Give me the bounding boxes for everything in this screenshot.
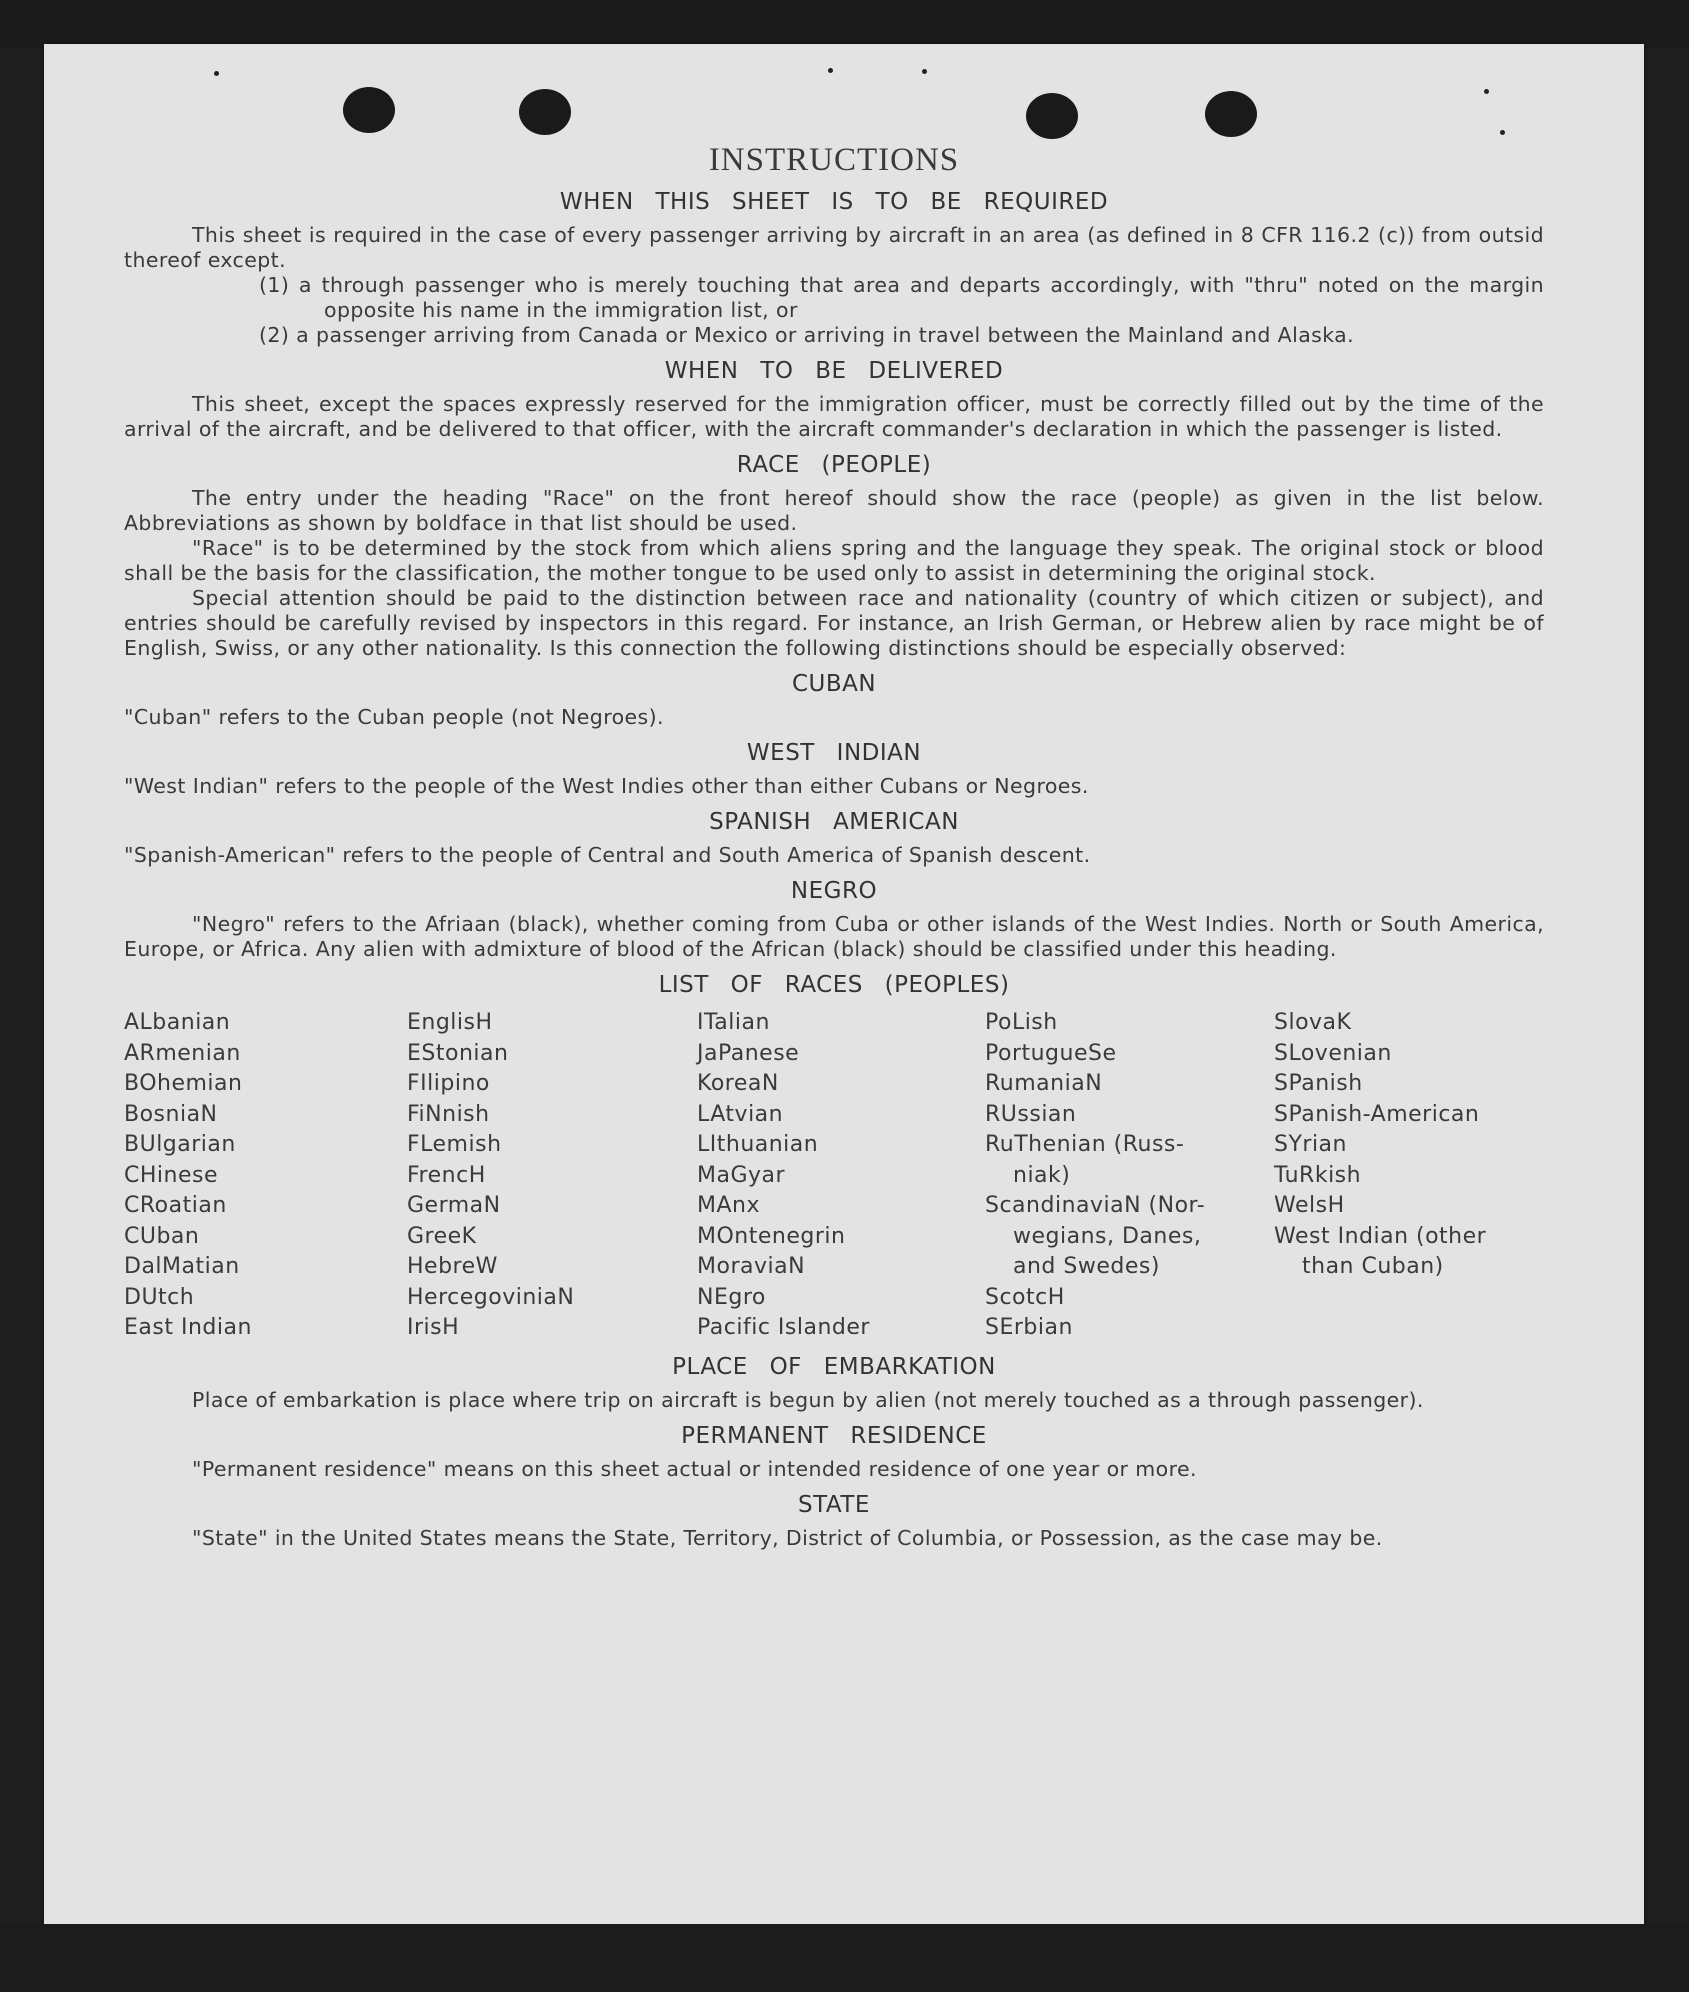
west-indian-text: "West Indian" refers to the people of the West Indies other than either Cubans or Negroes. bbox=[124, 774, 1089, 798]
race-entry: ScotcH bbox=[985, 1284, 1065, 1310]
race-entry: FiNnish bbox=[407, 1101, 490, 1127]
required-exception-1: (1) a through passenger who is merely touching that area and departs accordingly, with "thru" noted on the margin opposite his name in the immigration list, or bbox=[259, 273, 1544, 322]
punch-hole bbox=[1026, 93, 1078, 139]
punch-hole bbox=[519, 89, 571, 135]
race-entry: SPanish bbox=[1274, 1071, 1363, 1096]
race-entry-continuation: niak) bbox=[1013, 1162, 1071, 1188]
races-column-5 bbox=[1274, 1008, 1544, 1344]
instructions-content bbox=[124, 142, 1544, 1551]
race-entry: West Indian (other bbox=[1274, 1223, 1487, 1249]
races-column-2 bbox=[407, 1008, 697, 1344]
race-entry-continuation: wegians, Danes, bbox=[1013, 1223, 1202, 1249]
race-entry: GreeK bbox=[407, 1223, 477, 1249]
section-heading-west-indian: WEST INDIAN bbox=[746, 740, 922, 766]
race-entry: NEgro bbox=[697, 1284, 766, 1310]
race-entry: Pacific Islander bbox=[697, 1315, 870, 1340]
race-entry: ITalian bbox=[697, 1010, 770, 1035]
race-entry: CUban bbox=[124, 1223, 200, 1249]
race-entry: SYrian bbox=[1274, 1132, 1347, 1157]
race-entry: HercegoviniaN bbox=[407, 1284, 575, 1310]
section-heading-required: WHEN THIS SHEET IS TO BE REQUIRED bbox=[559, 189, 1109, 215]
speck bbox=[214, 71, 219, 76]
race-paragraph-1: The entry under the heading "Race" on the front hereof should show the race (people) as given in the list below. Abbreviations as shown by boldface in that list should be used. bbox=[124, 486, 1544, 535]
section-heading-race: RACE (PEOPLE) bbox=[736, 452, 932, 478]
required-exception-2: (2) a passenger arriving from Canada or Mexico or arriving in travel between the Mainland and Alaska. bbox=[259, 323, 1355, 347]
race-entry: SLovenian bbox=[1274, 1040, 1392, 1066]
race-entry: SErbian bbox=[985, 1315, 1073, 1340]
required-intro: This sheet is required in the case of every passenger arriving by aircraft in an area (as defined in 8 CFR 116.2 (c)) from outsid thereof except. bbox=[124, 223, 1544, 272]
race-paragraph-2: "Race" is to be determined by the stock from which aliens spring and the language they speak. The original stock or blood shall be the basis for the classification, the mother tongue to be used only to assist in determining the original stock. bbox=[124, 536, 1544, 585]
race-entry-continuation: and Swedes) bbox=[1013, 1254, 1160, 1279]
race-entry: IrisH bbox=[407, 1315, 460, 1340]
page-title: INSTRUCTIONS bbox=[708, 142, 960, 178]
races-list bbox=[124, 1008, 1544, 1344]
race-entry: BosniaN bbox=[124, 1101, 218, 1127]
race-paragraph-3: Special attention should be paid to the distinction between race and nationality (country of which citizen or subject), and entries should be carefully revised by inspectors in this regard. For instance, an Irish German, or Hebrew alien by race might be of English, Swiss, or any other nationality. Is this connection the following distinctions should be especially observed: bbox=[124, 586, 1544, 660]
section-heading-cuban: CUBAN bbox=[791, 671, 877, 697]
race-entry: EnglisH bbox=[407, 1010, 493, 1035]
race-entry: RUssian bbox=[985, 1101, 1077, 1127]
race-entry: CRoatian bbox=[124, 1193, 227, 1218]
race-entry: JaPanese bbox=[697, 1040, 800, 1066]
race-entry: KoreaN bbox=[697, 1071, 779, 1096]
spanish-american-text: "Spanish-American" refers to the people of Central and South America of Spanish descent. bbox=[124, 843, 1091, 867]
race-entry: MOntenegrin bbox=[697, 1223, 846, 1249]
races-column-3 bbox=[697, 1008, 985, 1344]
punch-hole bbox=[343, 87, 395, 133]
negro-text: "Negro" refers to the Afriaan (black), whether coming from Cuba or other islands of the West Indies. North or South America, Europe, or Africa. Any alien with admixture of blood of the African (black) should be classified under this heading. bbox=[124, 912, 1544, 961]
race-entry: BUlgarian bbox=[124, 1132, 236, 1157]
race-entry: EStonian bbox=[407, 1040, 509, 1066]
race-entry: PortugueSe bbox=[985, 1040, 1117, 1066]
state-text: "State" in the United States means the State, Territory, District of Columbia, or Possession, as the case may be. bbox=[192, 1525, 1383, 1550]
race-entry: East Indian bbox=[124, 1315, 252, 1340]
race-entry: LIthuanian bbox=[697, 1132, 819, 1157]
section-heading-embarkation: PLACE OF EMBARKATION bbox=[672, 1353, 996, 1380]
section-heading-delivered: WHEN TO BE DELIVERED bbox=[664, 358, 1004, 384]
section-heading-state: STATE bbox=[798, 1491, 870, 1518]
speck bbox=[1484, 89, 1489, 94]
scan-background-bottom bbox=[0, 1924, 1689, 1992]
race-entry: HebreW bbox=[407, 1254, 498, 1279]
races-column-4 bbox=[985, 1008, 1274, 1344]
scan-background bbox=[0, 0, 1689, 48]
race-entry: PoLish bbox=[985, 1010, 1058, 1035]
race-entry: SPanish-American bbox=[1274, 1101, 1480, 1127]
section-heading-spanish-american: SPANISH AMERICAN bbox=[709, 809, 959, 835]
residence-text: "Permanent residence" means on this sheet actual or intended residence of one year or more. bbox=[192, 1456, 1197, 1481]
delivered-text: This sheet, except the spaces expressly reserved for the immigration officer, must be correctly filled out by the time of the arrival of the aircraft, and be delivered to that officer, with the aircraft commander's declaration in which the passenger is listed. bbox=[124, 392, 1544, 441]
race-entry: RumaniaN bbox=[985, 1071, 1103, 1096]
section-heading-negro: NEGRO bbox=[790, 878, 878, 904]
race-entry: MaGyar bbox=[697, 1162, 786, 1188]
race-entry: BOhemian bbox=[124, 1071, 243, 1096]
document-page bbox=[44, 44, 1644, 1924]
race-entry: DUtch bbox=[124, 1284, 195, 1310]
section-heading-residence: PERMANENT RESIDENCE bbox=[681, 1422, 987, 1449]
race-entry: FLemish bbox=[407, 1132, 502, 1157]
speck bbox=[922, 69, 927, 74]
race-entry: DalMatian bbox=[124, 1254, 240, 1279]
race-entry: WelsH bbox=[1274, 1193, 1345, 1218]
race-entry: GermaN bbox=[407, 1193, 501, 1218]
race-entry: ScandinaviaN (Nor- bbox=[985, 1193, 1206, 1218]
race-entry: ALbanian bbox=[124, 1010, 231, 1035]
punch-hole bbox=[1205, 91, 1257, 137]
embarkation-text: Place of embarkation is place where trip on aircraft is begun by alien (not merely touched as a through passenger). bbox=[192, 1387, 1424, 1412]
race-entry-continuation: than Cuban) bbox=[1302, 1254, 1444, 1279]
section-heading-races-list: LIST OF RACES (PEOPLES) bbox=[658, 972, 1010, 998]
race-entry: SlovaK bbox=[1274, 1010, 1352, 1035]
race-entry: ARmenian bbox=[124, 1040, 241, 1066]
race-entry: CHinese bbox=[124, 1162, 218, 1188]
race-entry: TuRkish bbox=[1274, 1162, 1362, 1188]
race-entry: MoraviaN bbox=[697, 1254, 806, 1279]
race-entry: FrencH bbox=[407, 1162, 486, 1188]
speck bbox=[828, 68, 833, 73]
race-entry: FIlipino bbox=[407, 1071, 490, 1096]
speck bbox=[1500, 130, 1505, 135]
race-entry: MAnx bbox=[697, 1193, 760, 1218]
cuban-text: "Cuban" refers to the Cuban people (not Negroes). bbox=[124, 705, 664, 729]
races-column-1 bbox=[124, 1008, 407, 1344]
race-entry: RuThenian (Russ- bbox=[985, 1132, 1185, 1157]
race-entry: LAtvian bbox=[697, 1101, 784, 1127]
